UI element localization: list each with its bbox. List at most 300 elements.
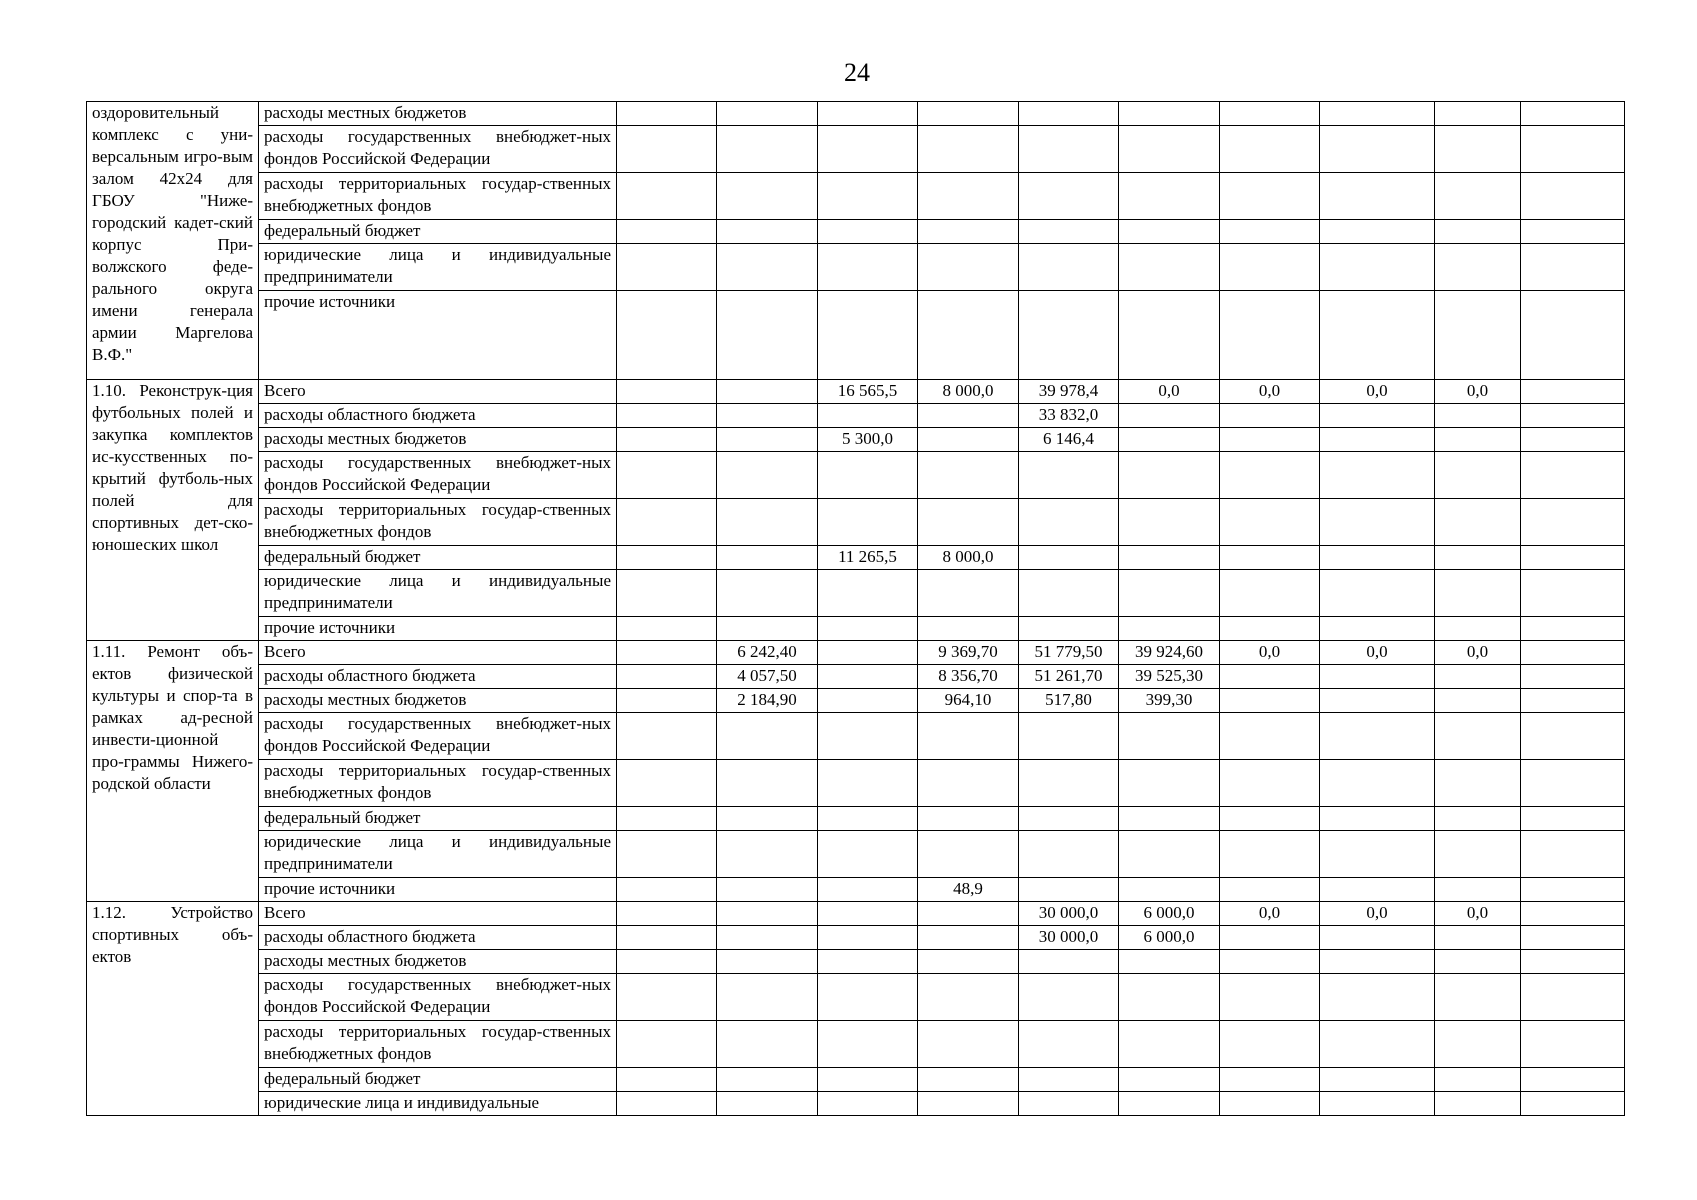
value-cell bbox=[1435, 499, 1521, 546]
value-cell bbox=[1320, 807, 1435, 831]
table-row bbox=[87, 641, 1625, 665]
value-cell bbox=[1320, 713, 1435, 760]
value-cell bbox=[1435, 126, 1521, 173]
value-cell bbox=[1019, 291, 1119, 380]
value-cell bbox=[717, 546, 818, 570]
value-cell bbox=[918, 950, 1019, 974]
value-cell bbox=[1521, 665, 1625, 689]
table-row bbox=[87, 173, 1625, 220]
value-cell bbox=[1119, 404, 1220, 428]
value-cell bbox=[1119, 546, 1220, 570]
value-cell bbox=[617, 499, 717, 546]
value-cell: 51 779,50 bbox=[1019, 641, 1119, 665]
value-cell bbox=[1320, 831, 1435, 878]
value-cell bbox=[717, 173, 818, 220]
funding-source-cell: Всего bbox=[259, 902, 617, 926]
value-cell bbox=[617, 291, 717, 380]
value-cell bbox=[617, 926, 717, 950]
value-cell bbox=[918, 173, 1019, 220]
value-cell bbox=[1521, 974, 1625, 1021]
value-cell bbox=[1435, 713, 1521, 760]
value-cell bbox=[717, 244, 818, 291]
value-cell: 51 261,70 bbox=[1019, 665, 1119, 689]
value-cell bbox=[1435, 452, 1521, 499]
value-cell: 4 057,50 bbox=[717, 665, 818, 689]
value-cell bbox=[717, 1092, 818, 1116]
value-cell bbox=[818, 878, 918, 902]
value-cell bbox=[617, 452, 717, 499]
value-cell bbox=[1320, 1068, 1435, 1092]
value-cell bbox=[1119, 760, 1220, 807]
value-cell bbox=[717, 404, 818, 428]
value-cell bbox=[1220, 1068, 1320, 1092]
value-cell bbox=[1435, 244, 1521, 291]
value-cell bbox=[617, 950, 717, 974]
value-cell bbox=[1220, 452, 1320, 499]
value-cell bbox=[1521, 1068, 1625, 1092]
value-cell bbox=[1220, 428, 1320, 452]
value-cell bbox=[1521, 641, 1625, 665]
value-cell bbox=[818, 831, 918, 878]
value-cell bbox=[818, 641, 918, 665]
value-cell bbox=[1320, 926, 1435, 950]
value-cell bbox=[1521, 570, 1625, 617]
value-cell bbox=[1220, 878, 1320, 902]
value-cell bbox=[717, 499, 818, 546]
budget-table-body bbox=[87, 102, 1625, 1116]
value-cell bbox=[1119, 220, 1220, 244]
object-name-cell: 1.10. Реконструк-ция футбольных полей и закупка комплектов ис-кусственных по-крытий футболь-ных полей для спортивных дет-ско-юношеских школ bbox=[87, 380, 259, 641]
value-cell bbox=[1119, 878, 1220, 902]
table-row bbox=[87, 713, 1625, 760]
value-cell bbox=[1119, 617, 1220, 641]
funding-source-cell: расходы местных бюджетов bbox=[259, 689, 617, 713]
funding-source-cell: расходы местных бюджетов bbox=[259, 428, 617, 452]
value-cell bbox=[1435, 102, 1521, 126]
value-cell bbox=[617, 1021, 717, 1068]
value-cell bbox=[617, 570, 717, 617]
value-cell bbox=[1220, 291, 1320, 380]
value-cell bbox=[1435, 1021, 1521, 1068]
funding-source-cell: расходы областного бюджета bbox=[259, 926, 617, 950]
table-row bbox=[87, 878, 1625, 902]
value-cell bbox=[1119, 974, 1220, 1021]
value-cell bbox=[1521, 220, 1625, 244]
table-row bbox=[87, 452, 1625, 499]
funding-source-cell: Всего bbox=[259, 641, 617, 665]
value-cell: 964,10 bbox=[918, 689, 1019, 713]
table-row bbox=[87, 126, 1625, 173]
funding-source-cell: расходы государственных внебюджет-ных фондов Российской Федерации bbox=[259, 974, 617, 1021]
value-cell bbox=[717, 1068, 818, 1092]
value-cell bbox=[1220, 617, 1320, 641]
value-cell bbox=[1019, 126, 1119, 173]
funding-source-cell: расходы территориальных государ-ственных внебюджетных фондов bbox=[259, 1021, 617, 1068]
value-cell bbox=[1521, 291, 1625, 380]
value-cell bbox=[1220, 102, 1320, 126]
value-cell bbox=[918, 291, 1019, 380]
funding-source-cell: расходы областного бюджета bbox=[259, 404, 617, 428]
value-cell bbox=[717, 380, 818, 404]
value-cell bbox=[1320, 126, 1435, 173]
value-cell bbox=[1521, 1021, 1625, 1068]
value-cell bbox=[918, 428, 1019, 452]
value-cell bbox=[818, 665, 918, 689]
value-cell bbox=[918, 452, 1019, 499]
value-cell bbox=[617, 1092, 717, 1116]
value-cell bbox=[1435, 760, 1521, 807]
table-row bbox=[87, 1068, 1625, 1092]
value-cell bbox=[717, 902, 818, 926]
funding-source-cell: расходы областного бюджета bbox=[259, 665, 617, 689]
value-cell bbox=[1019, 807, 1119, 831]
value-cell bbox=[1119, 452, 1220, 499]
value-cell bbox=[1119, 428, 1220, 452]
value-cell: 9 369,70 bbox=[918, 641, 1019, 665]
value-cell bbox=[1119, 244, 1220, 291]
value-cell bbox=[818, 404, 918, 428]
value-cell: 11 265,5 bbox=[818, 546, 918, 570]
value-cell bbox=[1521, 1092, 1625, 1116]
funding-source-cell: расходы местных бюджетов bbox=[259, 950, 617, 974]
value-cell bbox=[1320, 291, 1435, 380]
value-cell bbox=[617, 126, 717, 173]
value-cell bbox=[1220, 1092, 1320, 1116]
value-cell bbox=[617, 173, 717, 220]
value-cell bbox=[717, 570, 818, 617]
value-cell: 39 924,60 bbox=[1119, 641, 1220, 665]
funding-source-cell: юридические лица и индивидуальные bbox=[259, 1092, 617, 1116]
value-cell bbox=[717, 1021, 818, 1068]
value-cell bbox=[1019, 713, 1119, 760]
value-cell bbox=[1220, 126, 1320, 173]
value-cell bbox=[617, 617, 717, 641]
value-cell bbox=[818, 1068, 918, 1092]
value-cell bbox=[1019, 499, 1119, 546]
value-cell bbox=[1435, 428, 1521, 452]
value-cell bbox=[717, 878, 818, 902]
funding-source-cell: юридические лица и индивидуальные предприниматели bbox=[259, 244, 617, 291]
value-cell: 0,0 bbox=[1220, 641, 1320, 665]
value-cell bbox=[818, 1092, 918, 1116]
value-cell: 0,0 bbox=[1435, 380, 1521, 404]
table-row bbox=[87, 902, 1625, 926]
value-cell bbox=[1521, 760, 1625, 807]
value-cell bbox=[918, 902, 1019, 926]
funding-source-cell: расходы государственных внебюджет-ных фондов Российской Федерации bbox=[259, 452, 617, 499]
funding-source-cell: федеральный бюджет bbox=[259, 546, 617, 570]
value-cell bbox=[918, 713, 1019, 760]
value-cell: 8 000,0 bbox=[918, 546, 1019, 570]
value-cell bbox=[1320, 452, 1435, 499]
value-cell bbox=[1220, 1021, 1320, 1068]
value-cell: 33 832,0 bbox=[1019, 404, 1119, 428]
table-row bbox=[87, 831, 1625, 878]
value-cell bbox=[1220, 404, 1320, 428]
value-cell bbox=[1220, 831, 1320, 878]
value-cell bbox=[617, 220, 717, 244]
value-cell: 2 184,90 bbox=[717, 689, 818, 713]
value-cell bbox=[1320, 499, 1435, 546]
value-cell bbox=[717, 950, 818, 974]
object-name-cell: 1.12. Устройство спортивных объ-ектов bbox=[87, 902, 259, 1116]
value-cell bbox=[1119, 173, 1220, 220]
value-cell bbox=[818, 452, 918, 499]
value-cell bbox=[818, 713, 918, 760]
value-cell: 0,0 bbox=[1320, 380, 1435, 404]
value-cell: 16 565,5 bbox=[818, 380, 918, 404]
value-cell bbox=[1119, 570, 1220, 617]
value-cell bbox=[918, 244, 1019, 291]
value-cell bbox=[1320, 220, 1435, 244]
value-cell bbox=[1019, 831, 1119, 878]
value-cell bbox=[1119, 1021, 1220, 1068]
funding-source-cell: прочие источники bbox=[259, 878, 617, 902]
value-cell bbox=[617, 1068, 717, 1092]
value-cell bbox=[1119, 950, 1220, 974]
value-cell: 6 000,0 bbox=[1119, 926, 1220, 950]
funding-source-cell: прочие источники bbox=[259, 617, 617, 641]
value-cell bbox=[1220, 760, 1320, 807]
value-cell bbox=[818, 902, 918, 926]
value-cell bbox=[1521, 713, 1625, 760]
value-cell bbox=[1435, 878, 1521, 902]
value-cell bbox=[918, 1092, 1019, 1116]
value-cell bbox=[1119, 831, 1220, 878]
funding-source-cell: расходы государственных внебюджет-ных фондов Российской Федерации bbox=[259, 713, 617, 760]
value-cell bbox=[918, 1068, 1019, 1092]
value-cell bbox=[1320, 546, 1435, 570]
value-cell: 0,0 bbox=[1220, 380, 1320, 404]
value-cell bbox=[1220, 689, 1320, 713]
value-cell bbox=[1019, 760, 1119, 807]
table-row bbox=[87, 974, 1625, 1021]
value-cell bbox=[717, 713, 818, 760]
value-cell bbox=[1220, 665, 1320, 689]
value-cell: 30 000,0 bbox=[1019, 926, 1119, 950]
funding-source-cell: Всего bbox=[259, 380, 617, 404]
value-cell bbox=[1019, 1021, 1119, 1068]
value-cell bbox=[818, 220, 918, 244]
value-cell bbox=[1019, 570, 1119, 617]
value-cell bbox=[717, 126, 818, 173]
value-cell bbox=[617, 807, 717, 831]
value-cell bbox=[1119, 807, 1220, 831]
value-cell bbox=[1019, 220, 1119, 244]
value-cell bbox=[1320, 665, 1435, 689]
value-cell bbox=[717, 617, 818, 641]
value-cell bbox=[1435, 617, 1521, 641]
value-cell bbox=[1220, 546, 1320, 570]
value-cell bbox=[1119, 291, 1220, 380]
value-cell bbox=[1119, 126, 1220, 173]
value-cell bbox=[918, 404, 1019, 428]
value-cell bbox=[1320, 173, 1435, 220]
value-cell bbox=[1119, 102, 1220, 126]
table-row bbox=[87, 1021, 1625, 1068]
value-cell: 30 000,0 bbox=[1019, 902, 1119, 926]
value-cell bbox=[1435, 831, 1521, 878]
value-cell bbox=[1220, 570, 1320, 617]
value-cell bbox=[617, 404, 717, 428]
value-cell bbox=[1320, 974, 1435, 1021]
value-cell bbox=[717, 760, 818, 807]
object-name-cell: оздоровительный комплекс с уни-версальным игро-вым залом 42х24 для ГБОУ "Ниже-городский кадет-ский корпус При-волжского феде-рального округа имени генерала армии Маргелова В.Ф." bbox=[87, 102, 259, 380]
value-cell bbox=[617, 641, 717, 665]
value-cell bbox=[1320, 404, 1435, 428]
table-row bbox=[87, 950, 1625, 974]
value-cell: 0,0 bbox=[1435, 641, 1521, 665]
value-cell bbox=[1119, 1068, 1220, 1092]
value-cell bbox=[918, 102, 1019, 126]
value-cell bbox=[1521, 878, 1625, 902]
value-cell bbox=[1435, 665, 1521, 689]
value-cell bbox=[1019, 173, 1119, 220]
value-cell bbox=[617, 760, 717, 807]
value-cell bbox=[1435, 173, 1521, 220]
value-cell: 39 525,30 bbox=[1119, 665, 1220, 689]
value-cell bbox=[818, 102, 918, 126]
value-cell: 517,80 bbox=[1019, 689, 1119, 713]
value-cell bbox=[1435, 570, 1521, 617]
value-cell: 0,0 bbox=[1320, 902, 1435, 926]
object-name-cell: 1.11. Ремонт объ-ектов физической культуры и спор-та в рамках ад-ресной инвести-ционной про-граммы Нижего-родской области bbox=[87, 641, 259, 902]
value-cell bbox=[818, 499, 918, 546]
value-cell bbox=[1521, 380, 1625, 404]
value-cell bbox=[1521, 926, 1625, 950]
value-cell bbox=[617, 665, 717, 689]
value-cell bbox=[818, 1021, 918, 1068]
value-cell bbox=[617, 428, 717, 452]
value-cell bbox=[918, 499, 1019, 546]
value-cell bbox=[918, 760, 1019, 807]
value-cell: 6 146,4 bbox=[1019, 428, 1119, 452]
value-cell bbox=[1220, 950, 1320, 974]
value-cell bbox=[1019, 1092, 1119, 1116]
funding-source-cell: расходы территориальных государ-ственных внебюджетных фондов bbox=[259, 173, 617, 220]
value-cell bbox=[1320, 428, 1435, 452]
table-row bbox=[87, 570, 1625, 617]
value-cell bbox=[617, 878, 717, 902]
funding-source-cell: юридические лица и индивидуальные предприниматели bbox=[259, 831, 617, 878]
value-cell bbox=[818, 950, 918, 974]
value-cell bbox=[717, 452, 818, 499]
value-cell bbox=[818, 126, 918, 173]
value-cell bbox=[918, 926, 1019, 950]
value-cell bbox=[918, 974, 1019, 1021]
value-cell bbox=[1119, 1092, 1220, 1116]
value-cell bbox=[1320, 689, 1435, 713]
value-cell bbox=[818, 689, 918, 713]
value-cell bbox=[1435, 950, 1521, 974]
value-cell bbox=[1521, 807, 1625, 831]
table-row bbox=[87, 380, 1625, 404]
value-cell bbox=[1019, 452, 1119, 499]
value-cell bbox=[1435, 807, 1521, 831]
value-cell bbox=[1435, 926, 1521, 950]
value-cell bbox=[617, 831, 717, 878]
value-cell bbox=[818, 244, 918, 291]
value-cell bbox=[1521, 126, 1625, 173]
value-cell: 5 300,0 bbox=[818, 428, 918, 452]
value-cell bbox=[717, 102, 818, 126]
value-cell bbox=[818, 173, 918, 220]
value-cell bbox=[717, 428, 818, 452]
value-cell bbox=[1521, 452, 1625, 499]
value-cell bbox=[717, 807, 818, 831]
value-cell bbox=[1435, 689, 1521, 713]
value-cell bbox=[1220, 713, 1320, 760]
value-cell bbox=[818, 807, 918, 831]
funding-source-cell: федеральный бюджет bbox=[259, 220, 617, 244]
value-cell bbox=[617, 244, 717, 291]
funding-source-cell: прочие источники bbox=[259, 291, 617, 380]
value-cell bbox=[1320, 760, 1435, 807]
value-cell bbox=[1019, 617, 1119, 641]
funding-source-cell: расходы государственных внебюджет-ных фондов Российской Федерации bbox=[259, 126, 617, 173]
value-cell bbox=[1521, 546, 1625, 570]
table-row bbox=[87, 220, 1625, 244]
value-cell bbox=[617, 102, 717, 126]
value-cell: 8 356,70 bbox=[918, 665, 1019, 689]
value-cell bbox=[1521, 499, 1625, 546]
value-cell bbox=[1119, 499, 1220, 546]
value-cell bbox=[1320, 570, 1435, 617]
table-row bbox=[87, 291, 1625, 380]
budget-table bbox=[86, 101, 1625, 1116]
value-cell bbox=[1521, 244, 1625, 291]
value-cell bbox=[617, 902, 717, 926]
value-cell bbox=[1521, 404, 1625, 428]
value-cell bbox=[717, 220, 818, 244]
value-cell bbox=[1521, 950, 1625, 974]
value-cell bbox=[1220, 926, 1320, 950]
funding-source-cell: расходы территориальных государ-ственных внебюджетных фондов bbox=[259, 760, 617, 807]
table-row bbox=[87, 1092, 1625, 1116]
value-cell: 0,0 bbox=[1435, 902, 1521, 926]
value-cell bbox=[1019, 950, 1119, 974]
table-row bbox=[87, 428, 1625, 452]
value-cell: 8 000,0 bbox=[918, 380, 1019, 404]
value-cell bbox=[1019, 878, 1119, 902]
value-cell: 6 000,0 bbox=[1119, 902, 1220, 926]
value-cell bbox=[617, 689, 717, 713]
value-cell bbox=[1220, 974, 1320, 1021]
value-cell bbox=[1320, 1021, 1435, 1068]
value-cell bbox=[818, 974, 918, 1021]
value-cell bbox=[1320, 950, 1435, 974]
value-cell bbox=[1320, 102, 1435, 126]
value-cell: 0,0 bbox=[1119, 380, 1220, 404]
table-row bbox=[87, 404, 1625, 428]
page-number: 24 bbox=[844, 58, 870, 87]
value-cell bbox=[1019, 244, 1119, 291]
value-cell: 0,0 bbox=[1320, 641, 1435, 665]
value-cell bbox=[1019, 1068, 1119, 1092]
value-cell bbox=[818, 291, 918, 380]
value-cell bbox=[818, 926, 918, 950]
table-row bbox=[87, 244, 1625, 291]
value-cell bbox=[1119, 713, 1220, 760]
value-cell bbox=[717, 831, 818, 878]
value-cell bbox=[717, 291, 818, 380]
value-cell bbox=[818, 760, 918, 807]
value-cell bbox=[617, 974, 717, 1021]
funding-source-cell: федеральный бюджет bbox=[259, 1068, 617, 1092]
table-row bbox=[87, 546, 1625, 570]
value-cell bbox=[1521, 102, 1625, 126]
value-cell bbox=[1320, 617, 1435, 641]
